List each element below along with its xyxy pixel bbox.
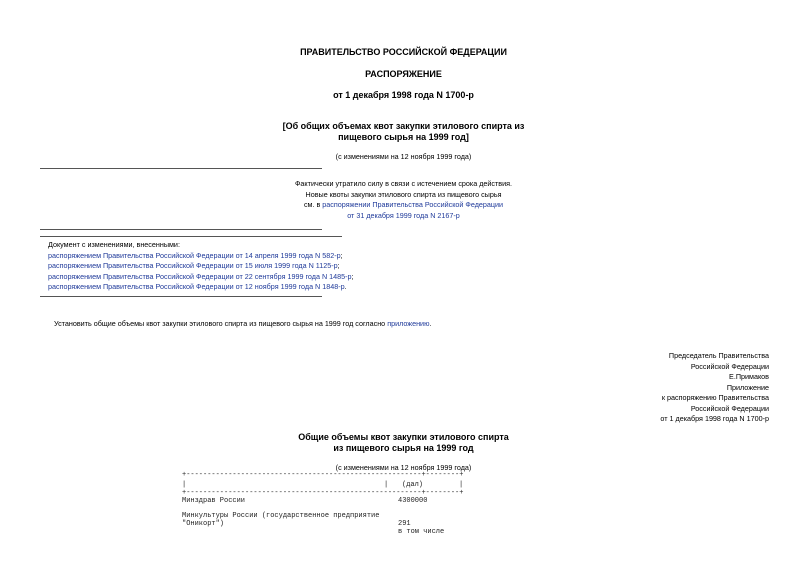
amendment-date: (с изменениями на 12 ноября 1999 года) (335, 152, 472, 161)
divider (40, 229, 322, 230)
amendment-link[interactable]: распоряжением Правительства Российской Федерации от 14 апреля 1999 года N 582-р (48, 250, 341, 260)
amendments-heading: Документ с изменениями, внесенными: (48, 240, 180, 249)
document-title-line2: пищевого сырья на 1999 год] (338, 132, 469, 142)
table-header-mid: | (384, 481, 389, 489)
appendix-ref-line: Приложение (726, 382, 769, 392)
new-order-link[interactable]: распоряжении Правительства Российской Федерации (322, 200, 504, 209)
body-paragraph (54, 319, 431, 328)
amendment-suffix: ; (340, 250, 343, 260)
amendment-link[interactable]: распоряжением Правительства Российской Федерации от 22 сентября 1999 года N 1485-р (48, 271, 352, 281)
divider (40, 168, 322, 169)
table-row-value: 4300000 (398, 497, 428, 505)
table-header-right: | (459, 481, 464, 489)
table-row-label: Минкультуры России (государственное предприятие (182, 512, 380, 520)
table-border-bottom: +--------------------------------------------------------+--------+ (182, 489, 464, 497)
amendment-link[interactable]: распоряжением Правительства Российской Федерации от 15 июля 1999 года N 1125-р (48, 261, 338, 270)
table-row-value: 291 (398, 520, 411, 528)
new-order-link-date[interactable]: от 31 декабря 1999 года N 2167-р (347, 210, 460, 220)
status-note-prefix: см. в (303, 200, 323, 209)
amendment-link[interactable]: распоряжением Правительства Российской Федерации от 12 ноября 1999 года N 1848-р (48, 282, 345, 291)
appendix-title-line2: из пищевого сырья на 1999 год (333, 443, 474, 453)
amendment-suffix: ; (337, 261, 340, 270)
appendix-ref-line: к распоряжению Правительства (661, 393, 769, 402)
appendix-link[interactable]: приложению (387, 319, 430, 328)
amendment-suffix: ; (351, 271, 354, 281)
status-note-line2: Новые квоты закупки этилового спирта из пищевого сырья (305, 189, 502, 199)
table-border-top: +--------------------------------------------------------+--------+ (182, 471, 464, 479)
appendix-ref-line: Российской Федерации (690, 403, 769, 413)
status-note-line3 (0, 200, 807, 211)
appendix-title-line1: Общие объемы квот закупки этилового спирта (298, 432, 509, 442)
status-note (0, 179, 807, 221)
signature-line: Российской Федерации (690, 361, 769, 371)
amendment-suffix: . (344, 282, 347, 291)
amendment-item (48, 272, 354, 283)
table-row-label: Минздрав России (182, 497, 246, 505)
document-date: от 1 декабря 1998 года N 1700-р (333, 90, 474, 100)
table-header-unit: (дал) (402, 481, 424, 489)
amendment-item (48, 261, 354, 272)
government-title: ПРАВИТЕЛЬСТВО РОССИЙСКОЙ ФЕДЕРАЦИИ (300, 47, 507, 57)
body-text: Установить общие объемы квот закупки этилового спирта из пищевого сырья на 1999 год согласно (54, 319, 388, 328)
document-type: РАСПОРЯЖЕНИЕ (365, 69, 442, 79)
divider (40, 296, 322, 297)
signer-name: Е.Примаков (729, 372, 769, 381)
body-suffix: . (429, 319, 432, 328)
amendments-block (48, 240, 354, 293)
divider (40, 236, 342, 237)
status-note-line1: Фактически утратило силу в связи с истечением срока действия. (294, 179, 513, 188)
table-header-left: | (182, 481, 187, 489)
document-title-line1: [Об общих объемах квот закупки этилового спирта из (282, 121, 525, 131)
amendment-item (48, 282, 354, 293)
appendix-ref-line: от 1 декабря 1998 года N 1700-р (660, 414, 769, 423)
amendment-item (48, 251, 354, 262)
signature-line: Председатель Правительства (668, 351, 769, 360)
table-row-value-note: в том числе (398, 528, 445, 536)
appendix-amendment-date: (с изменениями на 12 ноября 1999 года) (335, 463, 472, 472)
table-row-label-cont: "Оникорт") (182, 520, 225, 528)
signature-block (660, 351, 769, 425)
